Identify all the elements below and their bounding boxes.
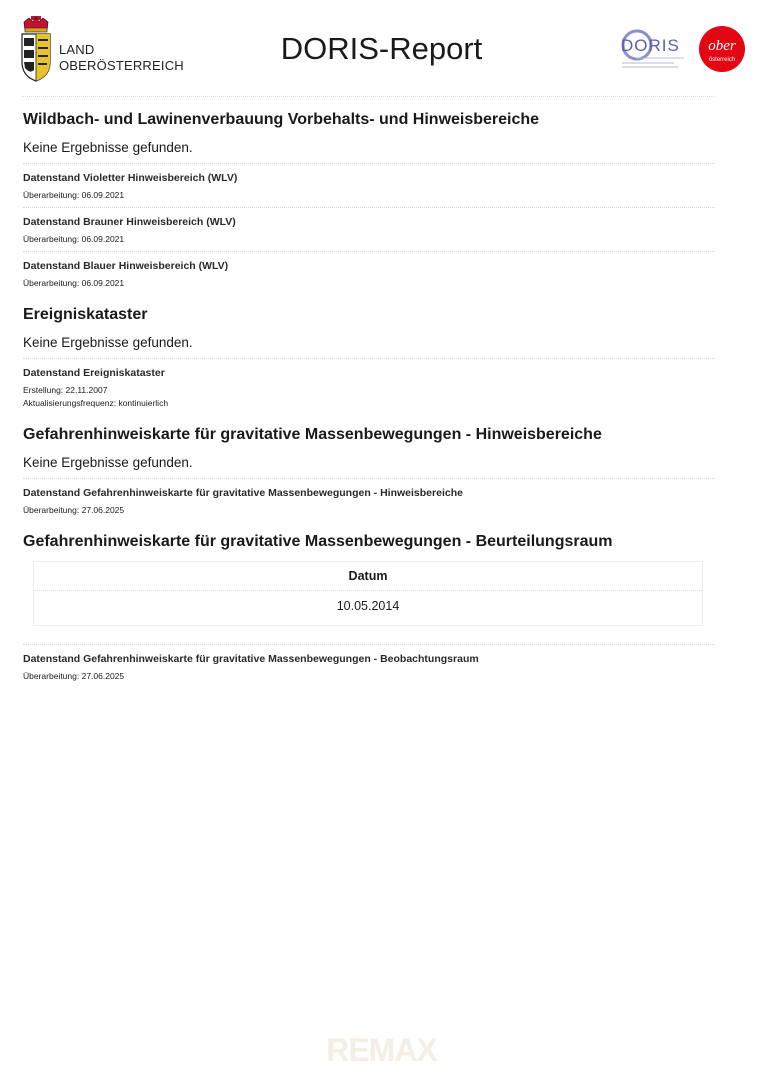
no-results-text: Keine Ergebnisse gefunden. (23, 454, 715, 479)
oberoesterreich-logo (699, 26, 745, 72)
table-row (34, 591, 702, 626)
datastand-meta: Überarbeitung: 06.09.2021 (23, 278, 125, 288)
date-table (34, 562, 702, 625)
section-title: Wildbach- und Lawinenverbauung Vorbehalts- und Hinweisbereiche (23, 111, 540, 128)
datastand-block (23, 479, 715, 522)
datastand-title: Datenstand Gefahrenhinweiskarte für gravitative Massenbewegungen - Beobachtungsraum (23, 653, 479, 665)
datastand-meta: Überarbeitung: 27.06.2025 (23, 671, 125, 681)
datastand-title: Datenstand Gefahrenhinweiskarte für gravitative Massenbewegungen - Hinweisbereiche (23, 487, 463, 499)
report-title: DORIS-Report (280, 31, 483, 66)
datastand-block (23, 164, 715, 208)
section-title: Gefahrenhinweiskarte für gravitative Massenbewegungen - Beurteilungsraum (23, 533, 613, 550)
land-line-1: LAND (59, 42, 95, 57)
land-line-2: OBERÖSTERREICH (59, 58, 184, 73)
doris-logo-text: DORIS (621, 36, 680, 55)
remax-watermark: REMAX (326, 1032, 437, 1068)
report-header (0, 0, 763, 100)
datastand-block (23, 208, 715, 252)
datastand-block (23, 645, 715, 688)
header-divider (22, 96, 714, 97)
datastand-meta: Aktualisierungsfrequenz: kontinuierlich (23, 398, 169, 408)
datastand-title: Datenstand Brauner Hinweisbereich (WLV) (23, 216, 236, 228)
section-title: Ereigniskataster (23, 306, 148, 323)
section-title: Gefahrenhinweiskarte für gravitative Massenbewegungen - Hinweisbereiche (23, 426, 602, 443)
datastand-meta: Überarbeitung: 27.06.2025 (23, 505, 125, 515)
datastand-title: Datenstand Violetter Hinweisbereich (WLV) (23, 172, 238, 184)
datastand-meta: Erstellung: 22.11.2007 (23, 385, 108, 395)
ober-logo-line-2: österreich (708, 57, 736, 63)
no-results-text: Keine Ergebnisse gefunden. (23, 334, 715, 359)
ober-logo-line-1: ober (708, 38, 736, 54)
datastand-title: Datenstand Ereigniskataster (23, 367, 165, 379)
datastand-block (23, 252, 715, 295)
section-hinweisbereiche (23, 425, 715, 522)
date-column-header: Datum (34, 562, 702, 591)
date-table-container (33, 561, 703, 626)
section-wlv (23, 110, 715, 295)
datastand-meta: Überarbeitung: 06.09.2021 (23, 234, 125, 244)
section-ereigniskataster (23, 305, 715, 415)
no-results-text: Keine Ergebnisse gefunden. (23, 139, 715, 164)
report-content (23, 110, 715, 688)
datastand-block (23, 359, 715, 415)
doris-logo (618, 26, 688, 72)
section-beurteilungsraum (23, 532, 715, 688)
datastand-meta: Überarbeitung: 06.09.2021 (23, 190, 125, 200)
datastand-title: Datenstand Blauer Hinweisbereich (WLV) (23, 260, 229, 272)
date-cell: 10.05.2014 (336, 599, 400, 613)
